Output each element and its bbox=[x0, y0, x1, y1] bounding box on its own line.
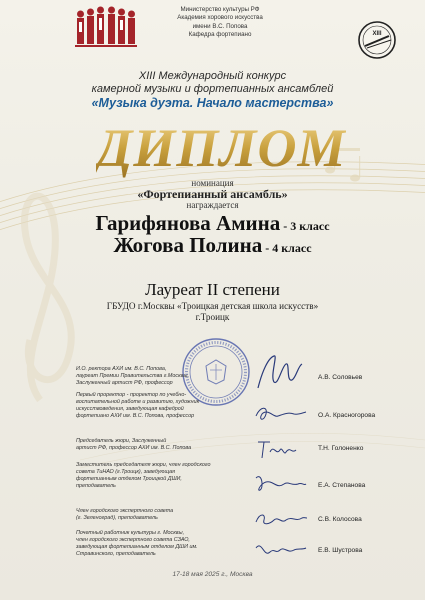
ministry-line: Министерство культуры РФ bbox=[180, 6, 260, 13]
role-line: преподаватель bbox=[76, 483, 116, 489]
signatory-role bbox=[76, 508, 256, 522]
signatory-name: О.А. Красногорова bbox=[318, 412, 376, 419]
date-place: 17-18 мая 2025 г., Москва bbox=[172, 571, 253, 578]
diploma-title bbox=[96, 118, 346, 180]
role-line: воспитательной работе и развитию, художник bbox=[76, 399, 200, 405]
role-line: артист РФ, профессор АХИ им. В.С. Попова bbox=[76, 445, 192, 451]
role-line: совета ТиНАО (г.Троицк), заведующая bbox=[76, 469, 175, 475]
header bbox=[0, 0, 425, 60]
signatory-role bbox=[76, 438, 256, 452]
signature bbox=[252, 434, 308, 464]
signature bbox=[252, 468, 308, 498]
school-city: г.Троицк bbox=[195, 312, 230, 322]
signature bbox=[252, 400, 308, 430]
role-line: Первый проректор - проректор по учебно- bbox=[76, 392, 187, 398]
choir-academy-logo bbox=[73, 4, 139, 50]
contest-logo bbox=[357, 20, 397, 60]
role-line: Член городского экспертного совета bbox=[76, 508, 174, 514]
role-line: заведующая фортепианным отделом ДШИ им. bbox=[76, 544, 198, 550]
role-line: фортепиано АХИ им. В.С. Попова, профессор bbox=[76, 413, 195, 419]
school-name: ГБУДО г.Москвы «Троицкая детская школа искусств» bbox=[106, 301, 319, 311]
awarded-label: награждается bbox=[186, 200, 239, 210]
signatory-name: С.В. Колосова bbox=[318, 516, 362, 523]
student-line bbox=[0, 233, 425, 258]
contest-logo-number: XIII bbox=[372, 31, 382, 37]
contest-title: «Музыка дуэта. Начало мастерства» bbox=[91, 96, 334, 110]
role-line: лауреат Премии Правительства г.Москвы, bbox=[76, 373, 189, 379]
ministry-line: имени В.С. Попова bbox=[192, 22, 248, 30]
diploma-title-text: ДИПЛОМ bbox=[96, 118, 346, 178]
role-line: Стравинского, преподаватель bbox=[76, 551, 156, 557]
role-line: Заслуженный артист РФ, профессор bbox=[76, 380, 173, 386]
signature bbox=[252, 534, 308, 564]
contest-name bbox=[0, 70, 425, 96]
signatory-role bbox=[76, 392, 256, 420]
student-grade: - 3 класс bbox=[280, 219, 330, 233]
signature bbox=[252, 352, 308, 392]
student-name: Гарифянова Амина bbox=[95, 211, 281, 235]
role-line: Заместитель председателя жюри, член городского bbox=[76, 462, 211, 468]
role-line: И.О. ректора АХИ им. В.С. Попова, bbox=[76, 366, 167, 372]
role-line: Почетный работник культуры г. Москвы, bbox=[76, 530, 185, 536]
role-line: (г. Зеленоград), преподаватель bbox=[76, 515, 158, 521]
nomination-name: «Фортепианный ансамбль» bbox=[137, 187, 288, 201]
student-name: Жогова Полина bbox=[113, 233, 263, 257]
role-line: искусствоведения, заведующая кафедрой bbox=[76, 406, 184, 412]
signatory-role bbox=[76, 530, 256, 558]
role-line: Председатель жюри, Заслуженный bbox=[76, 438, 167, 444]
signatory-name: Е.В. Шустрова bbox=[318, 547, 363, 554]
laureate-degree: Лауреат II степени bbox=[145, 280, 280, 299]
signature bbox=[252, 504, 308, 534]
role-line: член городского экспертного совета СЗАО, bbox=[76, 537, 190, 543]
nomination-label: номинация bbox=[191, 178, 234, 188]
signatory-name: А.В. Соловьев bbox=[318, 374, 363, 381]
contest-line-1: XIII Международный конкурс bbox=[138, 70, 287, 82]
signatory-name: Т.Н. Голоненко bbox=[318, 445, 364, 452]
ministry-line: Академия хорового искусства bbox=[177, 14, 263, 22]
signatory-role bbox=[76, 462, 256, 490]
student-grade: - 4 класс bbox=[262, 241, 312, 255]
ministry-line: Кафедра фортепиано bbox=[188, 31, 252, 39]
signatory-role bbox=[76, 366, 256, 387]
contest-line-2: камерной музыки и фортепианных ансамблей bbox=[91, 83, 334, 95]
ministry-text bbox=[140, 6, 300, 40]
role-line: фортепианным отделом Троицкой ДШИ, bbox=[76, 476, 182, 482]
signatory-name: Е.А. Степанова bbox=[318, 482, 366, 489]
